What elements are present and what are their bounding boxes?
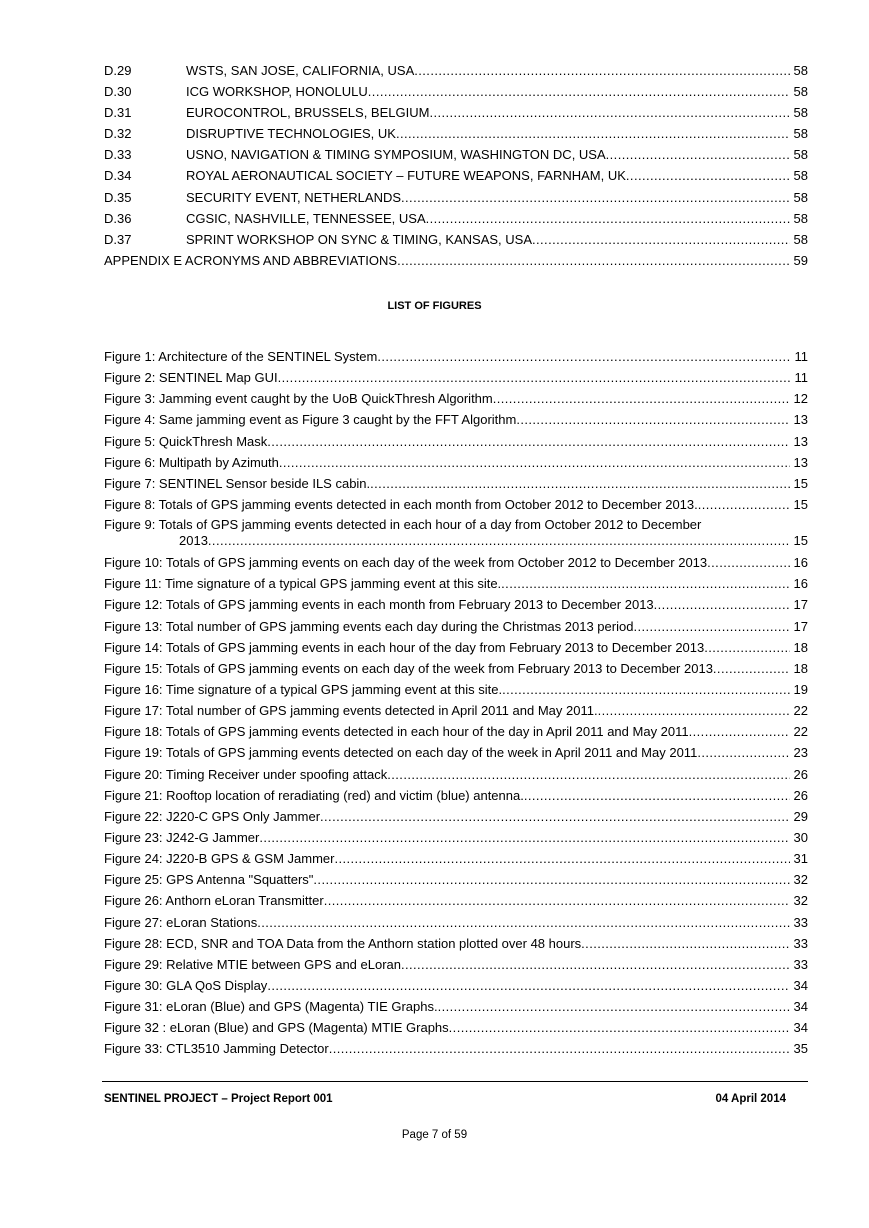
figure-label: Figure 16: Time signature of a typical GPS jamming event at this site. [104, 681, 503, 697]
toc-leader-dots [524, 785, 790, 806]
toc-appendix-entry[interactable] [104, 250, 808, 271]
figure-page: 29 [793, 808, 808, 824]
figure-entry[interactable] [104, 552, 808, 573]
figure-page: 12 [793, 391, 808, 407]
figure-page: 33 [793, 914, 808, 930]
toc-leader-dots [370, 473, 790, 494]
toc-entry-code: D.29 [104, 63, 132, 78]
toc-leader-dots [401, 954, 790, 975]
figure-label: Figure 19: Totals of GPS jamming events detected on each day of the week in April 2011 and May 2011 [104, 745, 698, 761]
toc-entry-code: D.37 [104, 231, 132, 247]
toc-leader-dots [267, 975, 790, 996]
figure-label: Figure 33: CTL3510 Jamming Detector [104, 1041, 329, 1057]
toc-leader-dots [387, 764, 790, 785]
toc-leader-dots [704, 637, 790, 658]
toc-leader-dots [532, 229, 790, 250]
toc-entry-code: D.33 [104, 147, 132, 163]
toc-entry[interactable] [104, 229, 808, 250]
figure-page: 34 [793, 999, 808, 1015]
toc-entry-title: USNO, NAVIGATION & TIMING SYMPOSIUM, WASHINGTON DC, USA [186, 147, 606, 163]
toc-leader-dots [414, 60, 790, 81]
figure-entry[interactable] [104, 473, 808, 494]
figure-label: Figure 25: GPS Antenna "Squatters" [104, 872, 314, 888]
toc-entry[interactable] [104, 123, 808, 144]
figure-label: Figure 14: Totals of GPS jamming events in each hour of the day from February 2013 to December 2013 [104, 639, 705, 655]
figure-entry[interactable] [104, 637, 808, 658]
figure-label: Figure 20: Timing Receiver under spoofing attack [104, 766, 388, 782]
figure-page: 16 [793, 555, 808, 571]
figure-entry[interactable] [104, 594, 808, 615]
toc-leader-dots [377, 346, 790, 367]
figure-page: 34 [793, 977, 808, 993]
toc-entry-title: SECURITY EVENT, NETHERLANDS [186, 189, 402, 205]
figure-entry[interactable] [104, 721, 808, 742]
toc-leader-dots [401, 187, 790, 208]
figure-label: Figure 15: Totals of GPS jamming events on each day of the week from February 2013 to December 2013 [104, 660, 713, 676]
figure-entry[interactable] [104, 431, 808, 452]
figure-entry[interactable] [104, 764, 808, 785]
footer-project-title: SENTINEL PROJECT – Project Report 001 [104, 1093, 333, 1105]
figure-label: Figure 11: Time signature of a typical GPS jamming event at this site. [104, 576, 502, 592]
figure-page: 19 [793, 681, 808, 697]
toc-leader-dots [259, 827, 790, 848]
toc-entry-title: CGSIC, NASHVILLE, TENNESSEE, USA [186, 210, 426, 226]
figure-page: 13 [793, 454, 808, 470]
toc-leader-dots [438, 996, 790, 1017]
toc-entry-title: SPRINT WORKSHOP ON SYNC & TIMING, KANSAS, USA [186, 231, 533, 247]
figure-entry[interactable] [104, 494, 808, 515]
toc-leader-dots [689, 721, 790, 742]
toc-entry[interactable] [104, 102, 808, 123]
figure-label: Figure 30: GLA QoS Display [104, 977, 268, 993]
toc-leader-dots [324, 890, 790, 911]
toc-entry-page: 58 [793, 231, 808, 247]
figure-page: 35 [793, 1041, 808, 1057]
figure-page: 18 [793, 639, 808, 655]
figure-entry[interactable] [104, 573, 808, 594]
figure-page: 22 [793, 703, 808, 719]
toc-entry[interactable] [104, 60, 808, 81]
toc-leader-dots [501, 573, 790, 594]
toc-entry[interactable] [104, 187, 808, 208]
toc-entry-code: D.35 [104, 189, 132, 205]
figure-entry[interactable] [104, 890, 808, 911]
toc-leader-dots [516, 409, 790, 430]
figure-page: 33 [793, 935, 808, 951]
list-of-figures-heading: LIST OF FIGURES [387, 300, 482, 312]
figure-label: Figure 22: J220-C GPS Only Jammer [104, 808, 321, 824]
figure-label: Figure 10: Totals of GPS jamming events on each day of the week from October 2012 to December 2013 [104, 555, 708, 571]
toc-leader-dots [626, 165, 790, 186]
figure-label: Figure 24: J220-B GPS & GSM Jammer [104, 851, 335, 867]
figure-label: Figure 17: Total number of GPS jamming events detected in April 2011 and May 2011. [104, 703, 598, 719]
figure-page: 31 [793, 851, 808, 867]
figure-label: Figure 13: Total number of GPS jamming events each day during the Christmas 2013 period [104, 618, 634, 634]
figure-label: Figure 9: Totals of GPS jamming events detected in each hour of a day from October 2012 to December [104, 517, 702, 533]
toc-leader-dots [329, 1038, 790, 1059]
toc-entry-page: 58 [793, 105, 808, 121]
figure-entry[interactable] [104, 785, 808, 806]
toc-leader-dots [279, 452, 790, 473]
toc-entry[interactable] [104, 208, 808, 229]
figure-entry[interactable] [104, 996, 808, 1017]
list-of-figures [104, 346, 808, 1060]
toc-leader-dots [426, 208, 790, 229]
figure-label: Figure 32 : eLoran (Blue) and GPS (Magenta) MTIE Graphs [104, 1020, 449, 1036]
figure-page: 32 [793, 872, 808, 888]
toc-entry-title: DISRUPTIVE TECHNOLOGIES, UK [186, 126, 396, 142]
figure-label: Figure 6: Multipath by Azimuth [104, 454, 279, 470]
toc-entry-page: 58 [793, 210, 808, 226]
figure-entry[interactable] [104, 679, 808, 700]
figure-entry[interactable] [104, 1038, 808, 1059]
toc-entry-code: D.34 [104, 168, 132, 184]
toc-entry[interactable] [104, 144, 808, 165]
figure-label: Figure 4: Same jamming event as Figure 3 caught by the FFT Algorithm [104, 412, 517, 428]
figure-page: 13 [793, 433, 808, 449]
toc-appendix-title: APPENDIX E ACRONYMS AND ABBREVIATIONS [104, 252, 398, 268]
toc-entry-code: D.36 [104, 210, 132, 226]
toc-leader-dots [208, 533, 790, 549]
figure-page: 16 [793, 576, 808, 592]
figure-label-line2: 2013 [179, 533, 208, 549]
toc-entry-code: D.32 [104, 126, 132, 142]
figure-entry[interactable] [104, 912, 808, 933]
toc-entry[interactable] [104, 81, 808, 102]
toc-leader-dots [697, 742, 790, 763]
figure-entry[interactable] [104, 700, 808, 721]
toc-appendix-d-list [104, 60, 808, 271]
figure-page: 33 [793, 956, 808, 972]
toc-entry-page: 58 [793, 63, 808, 78]
figure-entry[interactable] [104, 452, 808, 473]
footer-divider [102, 1081, 808, 1082]
toc-appendix-page: 59 [793, 252, 808, 268]
figure-label: Figure 5: QuickThresh Mask [104, 433, 268, 449]
toc-leader-dots [707, 552, 790, 573]
toc-leader-dots [698, 494, 790, 515]
figure-label: Figure 29: Relative MTIE between GPS and eLoran [104, 956, 401, 972]
figure-entry[interactable] [104, 954, 808, 975]
toc-entry-code: D.30 [104, 84, 132, 100]
toc-leader-dots [320, 806, 790, 827]
figure-entry[interactable] [104, 975, 808, 996]
figure-label: Figure 31: eLoran (Blue) and GPS (Magenta) TIE Graphs. [104, 999, 438, 1015]
toc-entry-page: 58 [793, 84, 808, 100]
toc-entry-page: 58 [793, 126, 808, 142]
toc-entry[interactable] [104, 165, 808, 186]
toc-entry-page: 58 [793, 147, 808, 163]
toc-leader-dots [713, 658, 790, 679]
figure-entry[interactable] [104, 869, 808, 890]
figure-label: Figure 18: Totals of GPS jamming events detected in each hour of the day in April 2011 and May 2011 [104, 724, 689, 740]
toc-leader-dots [493, 388, 790, 409]
figure-label: Figure 21: Rooftop location of reradiating (red) and victim (blue) antenna. [104, 787, 524, 803]
figure-page: 26 [793, 766, 808, 782]
toc-entry-title: EUROCONTROL, BRUSSELS, BELGIUM [186, 105, 430, 121]
toc-leader-dots [257, 912, 790, 933]
figure-page: 22 [793, 724, 808, 740]
figure-entry[interactable] [104, 367, 808, 388]
figure-page: 15 [793, 533, 808, 549]
figure-page: 18 [793, 660, 808, 676]
figure-entry[interactable] [104, 742, 808, 763]
toc-entry-title: ICG WORKSHOP, HONOLULU [186, 84, 368, 100]
figure-label: Figure 26: Anthorn eLoran Transmitter [104, 893, 324, 909]
figure-label: Figure 28: ECD, SNR and TOA Data from the Anthorn station plotted over 48 hours [104, 935, 582, 951]
toc-leader-dots [396, 123, 790, 144]
figure-entry[interactable] [104, 658, 808, 679]
toc-leader-dots [368, 81, 790, 102]
figure-label-continuation [104, 533, 808, 549]
toc-leader-dots [397, 250, 790, 271]
figure-page: 15 [793, 496, 808, 512]
toc-entry-title: ROYAL AERONAUTICAL SOCIETY – FUTURE WEAPONS, FARNHAM, UK [186, 168, 626, 184]
figure-page: 17 [793, 597, 808, 613]
figure-page: 13 [793, 412, 808, 428]
page-number: Page 7 of 59 [401, 1129, 468, 1141]
figure-entry[interactable] [104, 409, 808, 430]
figure-label: Figure 23: J242-G Jammer [104, 829, 260, 845]
toc-leader-dots [581, 933, 790, 954]
toc-leader-dots [598, 700, 790, 721]
figure-label: Figure 3: Jamming event caught by the UoB QuickThresh Algorithm [104, 391, 493, 407]
figure-label: Figure 1: Architecture of the SENTINEL System [104, 349, 378, 364]
figure-page: 11 [794, 349, 808, 364]
toc-leader-dots [278, 367, 790, 388]
figure-label: Figure 8: Totals of GPS jamming events detected in each month from October 2012 to December 2013. [104, 496, 698, 512]
toc-leader-dots [449, 1017, 790, 1038]
figure-entry[interactable] [104, 515, 808, 552]
figure-page: 34 [793, 1020, 808, 1036]
toc-leader-dots [267, 431, 790, 452]
toc-leader-dots [429, 102, 790, 123]
toc-leader-dots [654, 594, 790, 615]
toc-leader-dots [606, 144, 790, 165]
figure-page: 11 [794, 370, 808, 386]
figure-entry[interactable] [104, 933, 808, 954]
figure-page: 26 [793, 787, 808, 803]
figure-label: Figure 27: eLoran Stations [104, 914, 258, 930]
toc-entry-page: 58 [793, 189, 808, 205]
toc-entry-code: D.31 [104, 105, 132, 121]
page-footer [104, 1093, 786, 1105]
toc-entry-title: WSTS, SAN JOSE, CALIFORNIA, USA [186, 63, 415, 78]
toc-leader-dots [633, 616, 790, 637]
figure-entry[interactable] [104, 806, 808, 827]
figure-entry[interactable] [104, 848, 808, 869]
toc-leader-dots [502, 679, 790, 700]
toc-entry-page: 58 [793, 168, 808, 184]
figure-page: 17 [793, 618, 808, 634]
figure-entry[interactable] [104, 1017, 808, 1038]
toc-leader-dots [334, 848, 790, 869]
footer-date: 04 April 2014 [715, 1093, 786, 1105]
figure-page: 30 [793, 829, 808, 845]
figure-page: 32 [793, 893, 808, 909]
figure-label: Figure 7: SENTINEL Sensor beside ILS cabin. [104, 475, 371, 491]
figure-entry[interactable] [104, 388, 808, 409]
figure-entry[interactable] [104, 827, 808, 848]
figure-label: Figure 2: SENTINEL Map GUI [104, 370, 278, 386]
figure-entry[interactable] [104, 346, 808, 367]
toc-leader-dots [313, 869, 790, 890]
figure-label: Figure 12: Totals of GPS jamming events in each month from February 2013 to December 2013 [104, 597, 654, 613]
figure-entry[interactable] [104, 616, 808, 637]
figure-page: 23 [793, 745, 808, 761]
figure-page: 15 [793, 475, 808, 491]
